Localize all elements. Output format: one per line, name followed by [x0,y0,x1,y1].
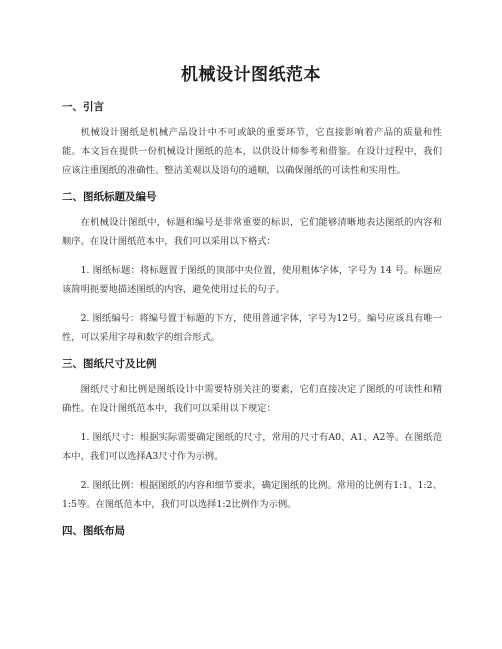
paragraph: 2. 图纸编号：将编号置于标题的下方，使用普通字体，字号为12号。编号应该具有唯一性，可以采用字母和数字的组合形式。 [62,313,442,343]
paragraph: 1. 图纸尺寸：根据实际需要确定图纸的尺寸，常用的尺寸有A0、A1、A2等。在图纸范本中，我们可以选择A3尺寸作为示例。 [62,432,442,462]
section-heading: 三、图纸尺寸及比例 [62,358,157,370]
section-title-and-number [62,190,442,347]
paragraph: 1. 图纸标题：将标题置于图纸的顶部中央位置，使用粗体字体，字号为 14 号。标题应该简明扼要地描述图纸的内容，避免使用过长的句子。 [62,265,442,295]
document-title: 机械设计图纸范本 [181,65,321,85]
section-layout [62,524,442,539]
section-size-and-scale [62,357,442,514]
paragraph: 图纸尺寸和比例是图纸设计中需要特别关注的要素，它们直接决定了图纸的可读性和精确性。在设计图纸范本中，我们可以采用以下规定： [62,384,442,414]
document-body [62,100,442,547]
paragraph: 在机械设计图纸中，标题和编号是非常重要的标识，它们能够清晰地表达图纸的内容和顺序。在设计图纸范本中，我们可以采用以下格式： [62,217,442,247]
section-heading: 一、引言 [62,101,104,113]
section-heading: 四、图纸布局 [62,525,125,537]
paragraph: 机械设计图纸是机械产品设计中不可或缺的重要环节，它直接影响着产品的质量和性能。本文旨在提供一份机械设计图纸的范本，以供设计师参考和借鉴。在设计过程中，我们应该注重图纸的准确性、整洁美观以及语句的通顺，以确保图纸的可读性和实用性。 [62,127,442,176]
section-introduction [62,100,442,180]
paragraph: 2. 图纸比例：根据图纸的内容和细节要求，确定图纸的比例。常用的比例有1:1、1:2、1:5等。在图纸范本中，我们可以选择1:2比例作为示例。 [62,480,442,510]
section-heading: 二、图纸标题及编号 [62,191,157,203]
